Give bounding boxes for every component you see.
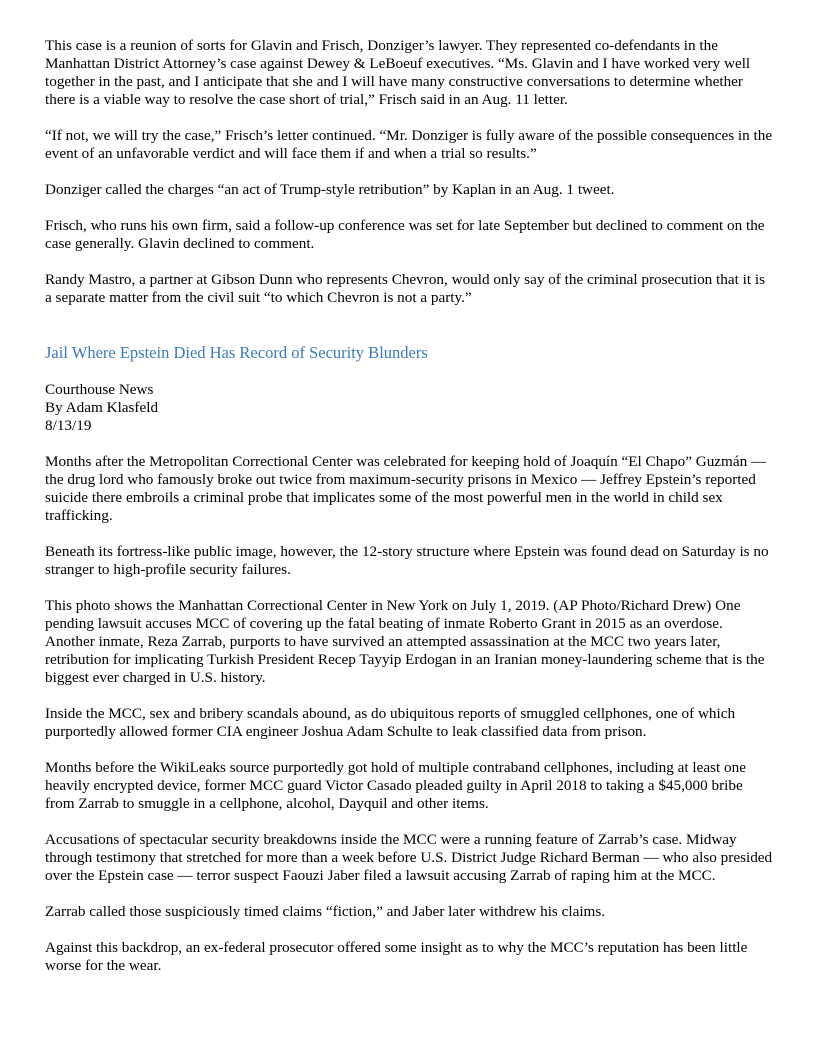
- paragraph: Months after the Metropolitan Correctional Center was celebrated for keeping hold of Joaquín “El Chapo” Guzmán — the drug lord who famously broke out twice from maximum-security prisons in Mexico — Jeffrey Epstein’s reported suicide there embroils a criminal probe that implicates some of the most powerful men in the world in child sex trafficking.: [45, 453, 767, 524]
- paragraph: Accusations of spectacular security breakdowns inside the MCC were a running feature of Zarrab’s case. Midway through testimony that stretched for more than a week before U.S. District Judge Richard Berman — who also presided over the Epstein case — terror suspect Faouzi Jaber filed a lawsuit accusing Zarrab of raping him at the MCC.: [45, 831, 773, 884]
- article-date: 8/13/19: [45, 417, 92, 434]
- article-meta: [45, 381, 775, 435]
- paragraph: Months before the WikiLeaks source purportedly got hold of multiple contraband cellphones, including at least one heavily encrypted device, former MCC guard Victor Casado pleaded guilty in April 2018 to taking a $45,000 bribe from Zarrab to smuggle in a cellphone, alcohol, Dayquil and other items.: [45, 759, 746, 812]
- paragraph: Donziger called the charges “an act of Trump-style retribution” by Kaplan in an Aug. 1 tweet.: [45, 181, 615, 198]
- paragraph: Inside the MCC, sex and bribery scandals abound, as do ubiquitous reports of smuggled cellphones, one of which purportedly allowed former CIA engineer Joshua Adam Schulte to leak classified data from prison.: [45, 705, 736, 740]
- article-byline: By Adam Klasfeld: [45, 399, 159, 416]
- article-section: [45, 343, 775, 975]
- paragraph: “If not, we will try the case,” Frisch’s letter continued. “Mr. Donziger is fully aware of the possible consequences in the event of an unfavorable verdict and will face them if and when a trial so results.”: [45, 127, 773, 162]
- paragraph: This photo shows the Manhattan Correctional Center in New York on July 1, 2019. (AP Photo/Richard Drew) One pending lawsuit accuses MCC of covering up the fatal beating of inmate Roberto Grant in 2015 as an overdose. Another inmate, Reza Zarrab, purports to have survived an attempted assassination at the MCC two years later, retribution for implicating Turkish President Recep Tayyip Erdogan in an Iranian money-laundering scheme that is the biggest ever charged in U.S. history.: [45, 597, 765, 686]
- paragraph: Frisch, who runs his own firm, said a follow-up conference was set for late September but declined to comment on the case generally. Glavin declined to comment.: [45, 217, 765, 252]
- article-source: Courthouse News: [45, 381, 154, 398]
- paragraph: Zarrab called those suspiciously timed claims “fiction,” and Jaber later withdrew his claims.: [45, 903, 606, 920]
- paragraph: Beneath its fortress-like public image, however, the 12-story structure where Epstein was found dead on Saturday is no stranger to high-profile security failures.: [45, 543, 769, 578]
- document-page: [45, 37, 775, 993]
- intro-section: [45, 37, 775, 307]
- article-headline-link[interactable]: Jail Where Epstein Died Has Record of Security Blunders: [45, 343, 428, 362]
- paragraph: Randy Mastro, a partner at Gibson Dunn who represents Chevron, would only say of the criminal prosecution that it is a separate matter from the civil suit “to which Chevron is not a party.”: [45, 271, 765, 306]
- paragraph: This case is a reunion of sorts for Glavin and Frisch, Donziger’s lawyer. They represented co-defendants in the Manhattan District Attorney’s case against Dewey & LeBoeuf executives. “Ms. Glavin and I have worked very well together in the past, and I anticipate that she and I will have many constructive conversations to determine whether there is a viable way to resolve the case short of trial,” Frisch said in an Aug. 11 letter.: [45, 37, 751, 108]
- paragraph: Against this backdrop, an ex-federal prosecutor offered some insight as to why the MCC’s reputation has been little worse for the wear.: [45, 939, 748, 974]
